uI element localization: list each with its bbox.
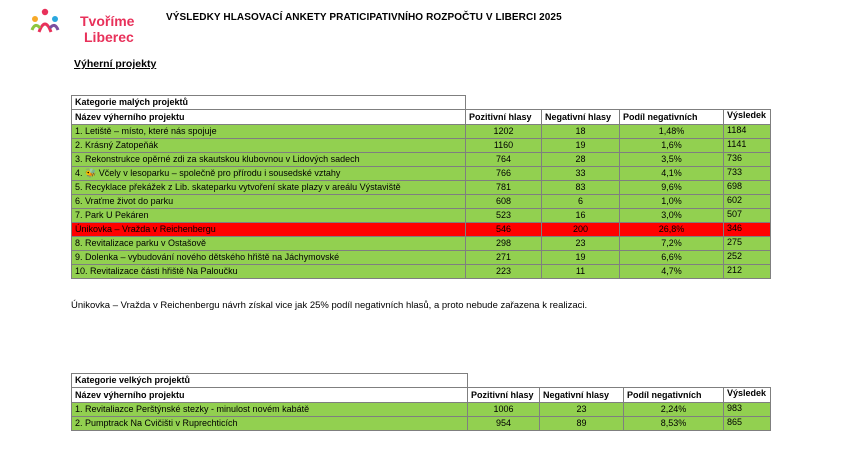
section-title: Výherní projekty xyxy=(74,58,157,70)
positive-votes: 298 xyxy=(466,237,542,251)
negative-votes: 19 xyxy=(542,251,620,265)
result: 736 xyxy=(724,153,771,167)
positive-votes: 1006 xyxy=(468,403,540,417)
excluded-project-row xyxy=(72,223,771,237)
negative-share: 1,48% xyxy=(620,125,724,139)
header-share: Podíl negativních xyxy=(620,110,724,125)
header-result: Výsledek xyxy=(724,388,771,403)
project-row xyxy=(72,417,771,431)
negative-votes: 83 xyxy=(542,181,620,195)
result: 346 xyxy=(724,223,771,237)
negative-share: 8,53% xyxy=(624,417,724,431)
result: 602 xyxy=(724,195,771,209)
logo-line1: Tvoříme xyxy=(80,13,135,29)
logo xyxy=(30,6,150,46)
project-name: Únikovka – Vražda v Reichenbergu xyxy=(72,223,466,237)
exclusion-note: Únikovka – Vražda v Reichenbergu návrh získal vice jak 25% podíl negativních hlasů, a proto nebude zařazena k realizaci. xyxy=(71,300,588,311)
result: 698 xyxy=(724,181,771,195)
positive-votes: 764 xyxy=(466,153,542,167)
large-projects-table xyxy=(71,373,771,431)
positive-votes: 223 xyxy=(466,265,542,279)
negative-votes: 23 xyxy=(542,237,620,251)
positive-votes: 1202 xyxy=(466,125,542,139)
negative-votes: 16 xyxy=(542,209,620,223)
header-positive: Pozitivní hlasy xyxy=(468,388,540,403)
project-row xyxy=(72,209,771,223)
negative-votes: 11 xyxy=(542,265,620,279)
project-name: 2. Pumptrack Na Cvičišti v Ruprechticích xyxy=(72,417,468,431)
result: 1184 xyxy=(724,125,771,139)
negative-share: 4,7% xyxy=(620,265,724,279)
project-row xyxy=(72,403,771,417)
negative-votes: 33 xyxy=(542,167,620,181)
project-name: 9. Dolenka – vybudování nového dětského hřiště na Jáchymovské xyxy=(72,251,466,265)
positive-votes: 271 xyxy=(466,251,542,265)
negative-share: 7,2% xyxy=(620,237,724,251)
document-title: VÝSLEDKY HLASOVACÍ ANKETY PRATICIPATIVNÍHO ROZPOČTU V LIBERCI 2025 xyxy=(166,12,562,23)
category-row xyxy=(72,96,771,110)
category-row xyxy=(72,374,771,388)
project-name: 2. Krásný Zatopeňák xyxy=(72,139,466,153)
people-icon xyxy=(30,8,60,42)
positive-votes: 766 xyxy=(466,167,542,181)
result: 865 xyxy=(724,417,771,431)
result: 733 xyxy=(724,167,771,181)
project-row xyxy=(72,139,771,153)
header-row xyxy=(72,110,771,125)
negative-votes: 18 xyxy=(542,125,620,139)
negative-votes: 23 xyxy=(540,403,624,417)
project-row xyxy=(72,153,771,167)
negative-share: 2,24% xyxy=(624,403,724,417)
negative-share: 6,6% xyxy=(620,251,724,265)
project-name: 6. Vraťme život do parku xyxy=(72,195,466,209)
project-row xyxy=(72,195,771,209)
result: 983 xyxy=(724,403,771,417)
positive-votes: 546 xyxy=(466,223,542,237)
project-row xyxy=(72,125,771,139)
category-label: Kategorie malých projektů xyxy=(72,96,466,110)
project-name: 1. Letiště – místo, které nás spojuje xyxy=(72,125,466,139)
header-negative: Negativní hlasy xyxy=(540,388,624,403)
project-name: 10. Revitalizace části hřiště Na Paloučku xyxy=(72,265,466,279)
negative-share: 3,0% xyxy=(620,209,724,223)
positive-votes: 954 xyxy=(468,417,540,431)
result: 1141 xyxy=(724,139,771,153)
header-negative: Negativní hlasy xyxy=(542,110,620,125)
negative-share: 26,8% xyxy=(620,223,724,237)
project-name: 8. Revitalizace parku v Ostašově xyxy=(72,237,466,251)
project-name: 7. Park U Pekáren xyxy=(72,209,466,223)
negative-votes: 200 xyxy=(542,223,620,237)
header-result: Výsledek xyxy=(724,110,771,125)
project-name: 4. 🐝 Včely v lesoparku – společně pro přírodu i sousedské vztahy xyxy=(72,167,466,181)
category-label: Kategorie velkých projektů xyxy=(72,374,468,388)
negative-votes: 28 xyxy=(542,153,620,167)
negative-share: 4,1% xyxy=(620,167,724,181)
result: 275 xyxy=(724,237,771,251)
small-projects-table xyxy=(71,95,771,279)
result: 212 xyxy=(724,265,771,279)
positive-votes: 523 xyxy=(466,209,542,223)
header-share: Podíl negativních xyxy=(624,388,724,403)
header-name: Název výherního projektu xyxy=(72,388,468,403)
negative-share: 1,6% xyxy=(620,139,724,153)
negative-share: 1,0% xyxy=(620,195,724,209)
positive-votes: 781 xyxy=(466,181,542,195)
project-row xyxy=(72,237,771,251)
positive-votes: 1160 xyxy=(466,139,542,153)
project-row xyxy=(72,265,771,279)
project-name: 5. Recyklace překážek z Lib. skateparku vytvoření skate plazy v areálu Výstaviště xyxy=(72,181,466,195)
negative-share: 3,5% xyxy=(620,153,724,167)
project-row xyxy=(72,251,771,265)
negative-share: 9,6% xyxy=(620,181,724,195)
logo-line2: Liberec xyxy=(84,29,134,45)
result: 507 xyxy=(724,209,771,223)
positive-votes: 608 xyxy=(466,195,542,209)
header-positive: Pozitivní hlasy xyxy=(466,110,542,125)
header-row xyxy=(72,388,771,403)
project-row xyxy=(72,181,771,195)
negative-votes: 89 xyxy=(540,417,624,431)
negative-votes: 19 xyxy=(542,139,620,153)
project-row xyxy=(72,167,771,181)
result: 252 xyxy=(724,251,771,265)
logo-text xyxy=(80,13,134,45)
header-name: Název výherního projektu xyxy=(72,110,466,125)
negative-votes: 6 xyxy=(542,195,620,209)
project-name: 3. Rekonstrukce opěrné zdi za skautskou klubovnou v Lidových sadech xyxy=(72,153,466,167)
project-name: 1. Revitaliazce Perštýnské stezky - minulost novém kabátě xyxy=(72,403,468,417)
